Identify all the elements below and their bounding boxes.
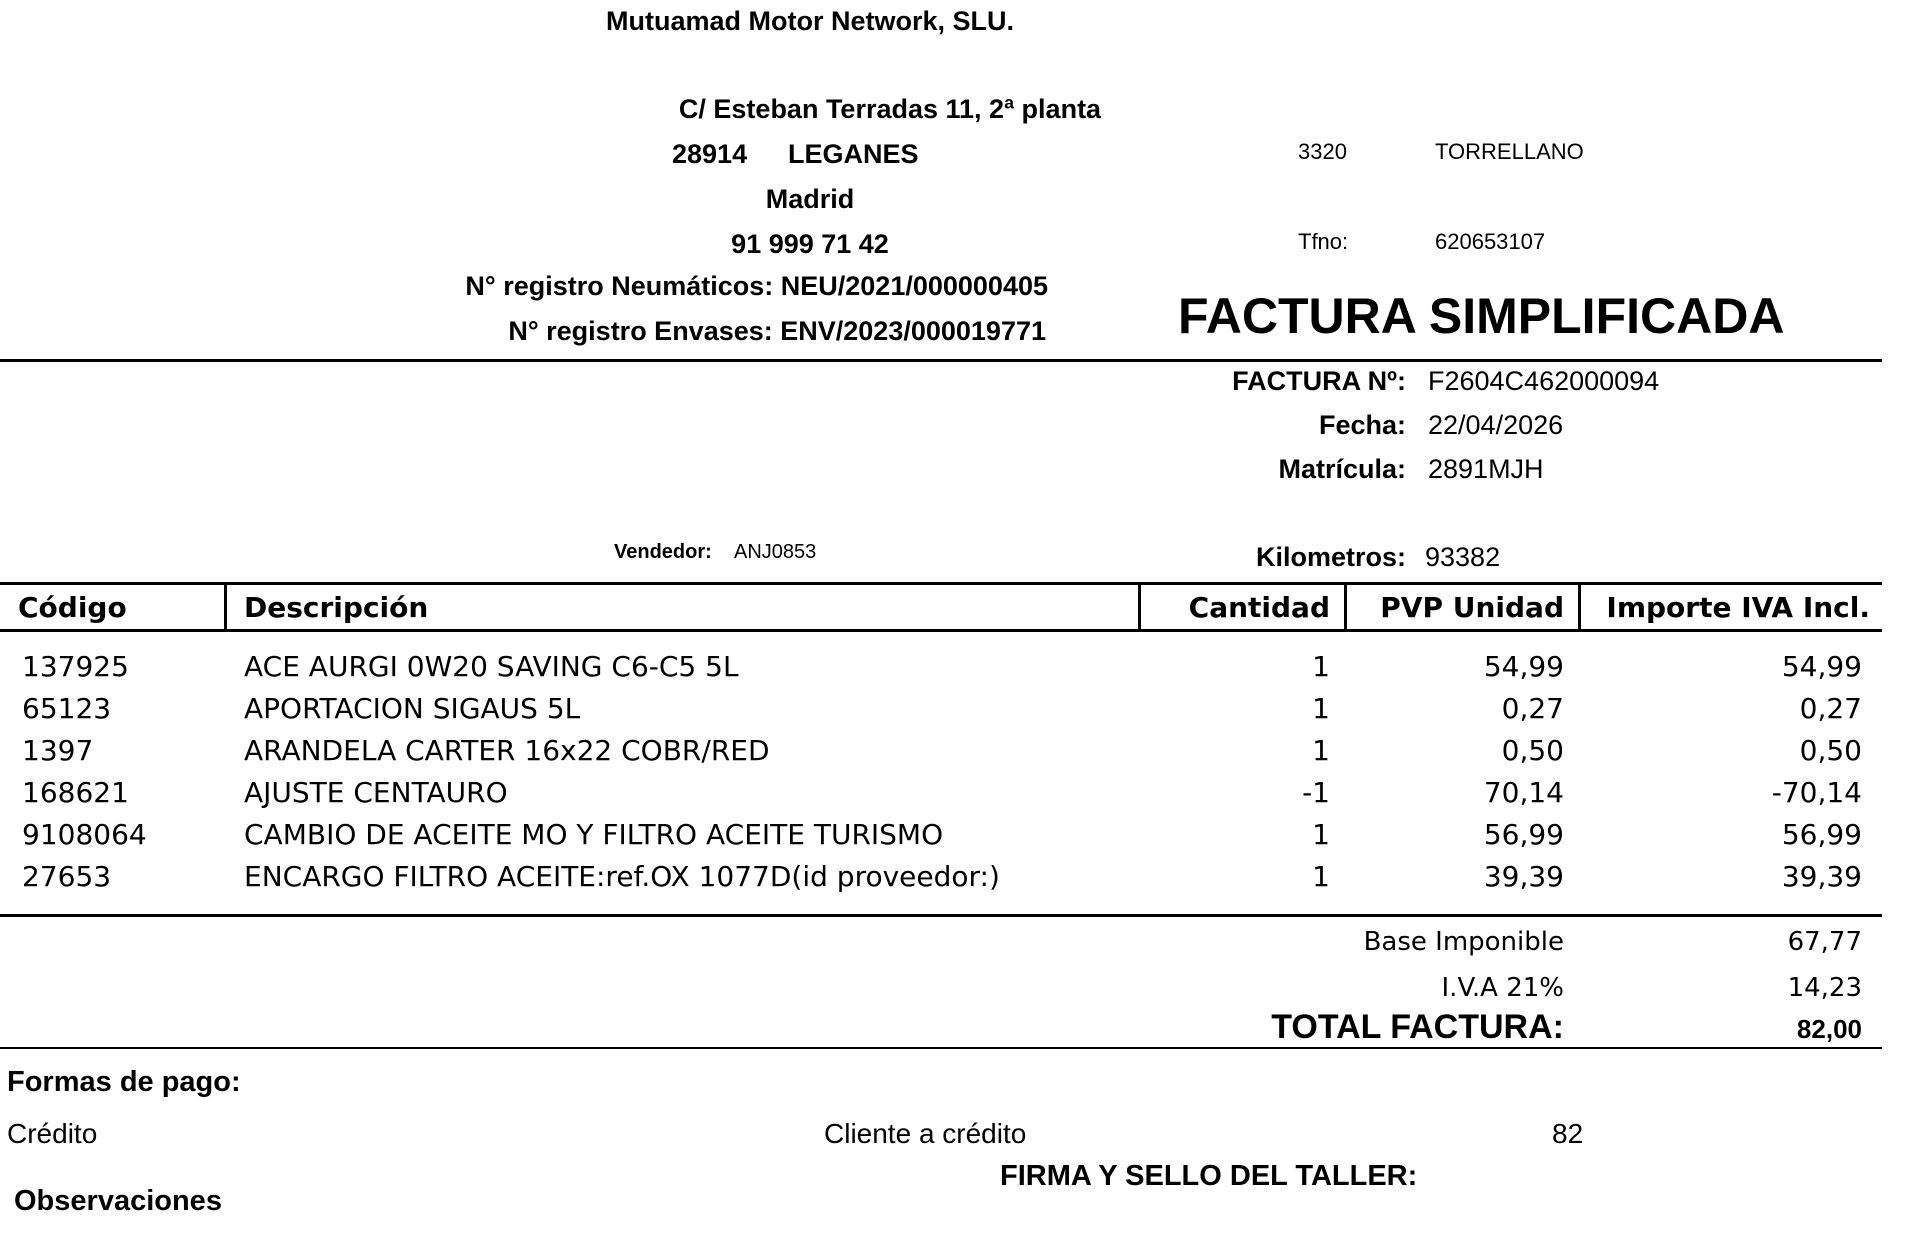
company-province: Madrid: [765, 184, 855, 214]
document-title: FACTURA SIMPLIFICADA: [1178, 288, 1785, 344]
workshop-code: 3320: [1298, 139, 1347, 164]
company-street: C/ Esteban Terradas 11, 2ª planta: [678, 94, 1102, 124]
company-postal-code: 28914: [672, 139, 748, 169]
table-row: [0, 730, 1882, 772]
payment-heading: Formas de pago:: [7, 1066, 241, 1098]
row-quantity: 1: [1312, 734, 1330, 767]
row-amount: 0,50: [1799, 734, 1862, 767]
row-amount: 0,27: [1799, 692, 1862, 725]
items-table-header: [0, 582, 1882, 632]
row-description: APORTACION SIGAUS 5L: [244, 692, 581, 725]
invoice-date-label: Fecha:: [1318, 410, 1406, 440]
row-amount: 54,99: [1781, 650, 1862, 683]
reg-envases: N° registro Envases: ENV/2023/000019771: [508, 316, 1046, 346]
row-unit-price: 54,99: [1483, 650, 1564, 683]
payment-amount: 82: [1552, 1118, 1584, 1149]
row-description: ENCARGO FILTRO ACEITE:ref.OX 1077D(id proveedor:): [244, 860, 1000, 893]
row-code: 27653: [22, 860, 112, 893]
row-quantity: 1: [1312, 650, 1330, 683]
invoice-number-label: FACTURA Nº:: [1232, 366, 1406, 396]
row-quantity: 1: [1312, 692, 1330, 725]
row-description: AJUSTE CENTAURO: [244, 776, 508, 809]
company-phone: 91 999 71 42: [731, 229, 889, 259]
invoice-date: 22/04/2026: [1428, 410, 1564, 440]
row-amount: 39,39: [1781, 860, 1862, 893]
payment-description: Cliente a crédito: [824, 1118, 1027, 1149]
items-table-body: [0, 646, 1882, 898]
iva-label: I.V.A 21%: [1441, 973, 1564, 1003]
signature-label: FIRMA Y SELLO DEL TALLER:: [1000, 1160, 1418, 1192]
row-code: 137925: [22, 650, 129, 683]
row-amount: -70,14: [1771, 776, 1862, 809]
workshop-phone-label: Tfno:: [1298, 229, 1349, 254]
col-amount-header: Importe IVA Incl.: [1606, 591, 1870, 624]
iva-value: 14,23: [1787, 973, 1862, 1003]
row-unit-price: 56,99: [1483, 818, 1564, 851]
seller-value: ANJ0853: [734, 541, 817, 563]
plate-value: 2891MJH: [1428, 454, 1544, 484]
table-row: [0, 646, 1882, 688]
col-divider: [224, 585, 227, 629]
invoice-number: F2604C462000094: [1428, 366, 1660, 396]
row-code: 1397: [22, 734, 94, 767]
row-unit-price: 70,14: [1483, 776, 1564, 809]
workshop-phone: 620653107: [1435, 229, 1546, 254]
base-imponible-label: Base Imponible: [1363, 927, 1564, 957]
totals-divider: [0, 1047, 1882, 1049]
row-amount: 56,99: [1781, 818, 1862, 851]
row-code: 65123: [22, 692, 112, 725]
col-description-header: Descripción: [244, 591, 429, 624]
col-code-header: Código: [18, 591, 127, 624]
company-city: LEGANES: [788, 139, 919, 169]
payment-method: Crédito: [7, 1118, 98, 1149]
km-value: 93382: [1425, 542, 1501, 572]
row-quantity: 1: [1312, 818, 1330, 851]
table-row: [0, 856, 1882, 898]
reg-neumaticos: N° registro Neumáticos: NEU/2021/000000405: [465, 271, 1048, 301]
observations-label: Observaciones: [14, 1185, 222, 1217]
base-imponible-value: 67,77: [1787, 927, 1862, 957]
row-unit-price: 0,27: [1501, 692, 1564, 725]
total-label: TOTAL FACTURA:: [1271, 1008, 1564, 1046]
row-description: ACE AURGI 0W20 SAVING C6-C5 5L: [244, 650, 739, 683]
table-row: [0, 688, 1882, 730]
row-description: ARANDELA CARTER 16x22 COBR/RED: [244, 734, 770, 767]
company-name: Mutuamad Motor Network, SLU.: [605, 6, 1014, 36]
row-unit-price: 0,50: [1501, 734, 1564, 767]
table-bottom-divider: [0, 914, 1882, 917]
seller-label: Vendedor:: [614, 541, 712, 563]
workshop-name: TORRELLANO: [1435, 139, 1584, 164]
table-row: [0, 772, 1882, 814]
col-quantity-header: Cantidad: [1188, 591, 1330, 624]
row-unit-price: 39,39: [1483, 860, 1564, 893]
row-quantity: -1: [1302, 776, 1330, 809]
col-unit-price-header: PVP Unidad: [1380, 591, 1564, 624]
total-value: 82,00: [1796, 1014, 1862, 1044]
header-divider: [0, 359, 1882, 362]
row-description: CAMBIO DE ACEITE MO Y FILTRO ACEITE TURISMO: [244, 818, 944, 851]
row-quantity: 1: [1312, 860, 1330, 893]
plate-label: Matrícula:: [1278, 454, 1406, 484]
row-code: 9108064: [22, 818, 147, 851]
table-row: [0, 814, 1882, 856]
km-label: Kilometros:: [1255, 542, 1406, 572]
row-code: 168621: [22, 776, 129, 809]
